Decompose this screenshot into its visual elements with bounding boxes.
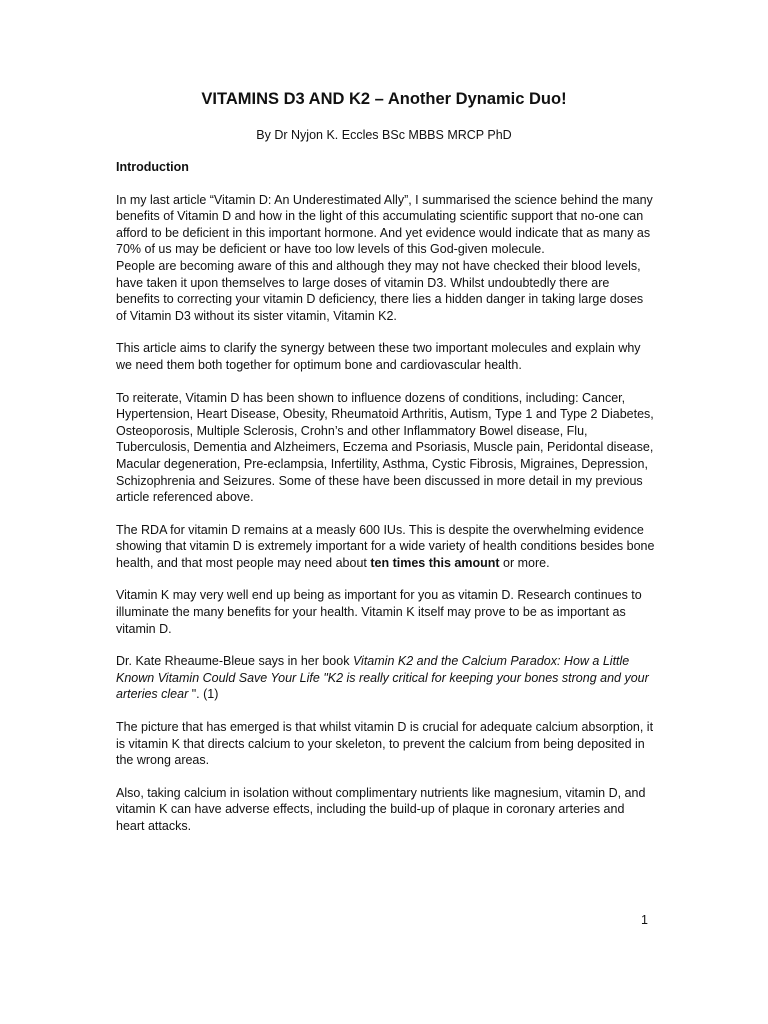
book-quote: "K2 is really critical for keeping your bones strong and your arteries clear: [116, 670, 649, 702]
paragraph-5-tail: or more.: [499, 555, 550, 570]
book-title: Vitamin K2 and the Calcium Paradox: How a Little Known Vitamin Could Save Your Life: [116, 654, 630, 685]
paragraph-7: [116, 653, 656, 703]
paragraph-8: The picture that has emerged is that whilst vitamin D is crucial for adequate calcium absorption, it is vitamin K that directs calcium to your skeleton, to prevent the calcium from being deposited in the wrong areas.: [116, 720, 654, 768]
paragraph-5-emphasis: ten times this amount: [370, 555, 500, 570]
paragraph-2: People are becoming aware of this and although they may not have checked their blood levels, have taken it upon themselves to large doses of vitamin D3. Whilst undoubtedly there are benefits to correcting your vitamin D deficiency, there lies a hidden danger in taking large doses of Vitamin D3 without its sister vitamin, Vitamin K2.: [116, 258, 644, 323]
paragraph-5-text: The RDA for vitamin D remains at a measly 600 IUs. This is despite the overwhelming evidence showing that vitamin D is extremely important for a wide variety of health conditions besides bone health, and that most people may need about: [116, 522, 655, 570]
page-number: 1: [641, 913, 648, 927]
paragraph-3: This article aims to clarify the synergy between these two important molecules and explain why we need them both together for optimum bone and cardiovascular health.: [116, 341, 641, 372]
paragraph-5: [116, 522, 656, 572]
paragraph-7-tail: ". (1): [188, 687, 219, 702]
paragraph-4: To reiterate, Vitamin D has been shown to influence dozens of conditions, including: Cancer, Hypertension, Heart Disease, Obesity, Rheumatoid Arthritis, Autism, Type 1 and Type 2 Diabetes, Osteoporosis, Multiple Sclerosis, Crohn’s and other Inflammatory Bowel disease, Flu, Tuberculosis, Dementia and Alzheimers, Eczema and Psoriasis, Muscle pain, Peridontal disease, Macular degeneration, Pre-eclampsia, Infertility, Asthma, Cystic Fibrosis, Migraines, Depression, Schizophrenia and Seizures. Some of these have been discussed in more detail in my previous article referenced above.: [116, 390, 654, 505]
section-heading-introduction: Introduction: [116, 160, 189, 174]
paragraph-9: Also, taking calcium in isolation without complimentary nutrients like magnesium, vitamin D, and vitamin K can have adverse effects, including the build-up of plaque in coronary arteries and heart attacks.: [116, 785, 646, 833]
paragraph-7-lead: Dr. Kate Rheaume-Bleue says in her book: [116, 654, 353, 669]
article-body: [116, 159, 656, 851]
paragraph-1: In my last article “Vitamin D: An Underestimated Ally”, I summarised the science behind the many benefits of Vitamin D and how in the light of this accumulating scientific support that no-one can afford to be deficient in this important hormone. And yet evidence would indicate that as many as 70% of us may be deficient or have too low levels of this God-given molecule.: [116, 192, 653, 257]
page-title: VITAMINS D3 AND K2 – Another Dynamic Duo!: [201, 90, 567, 108]
author-byline: By Dr Nyjon K. Eccles BSc MBBS MRCP PhD: [256, 128, 512, 142]
paragraph-6: Vitamin K may very well end up being as important for you as vitamin D. Research continues to illuminate the many benefits for your health. Vitamin K itself may prove to be as important as vitamin D.: [116, 588, 642, 636]
